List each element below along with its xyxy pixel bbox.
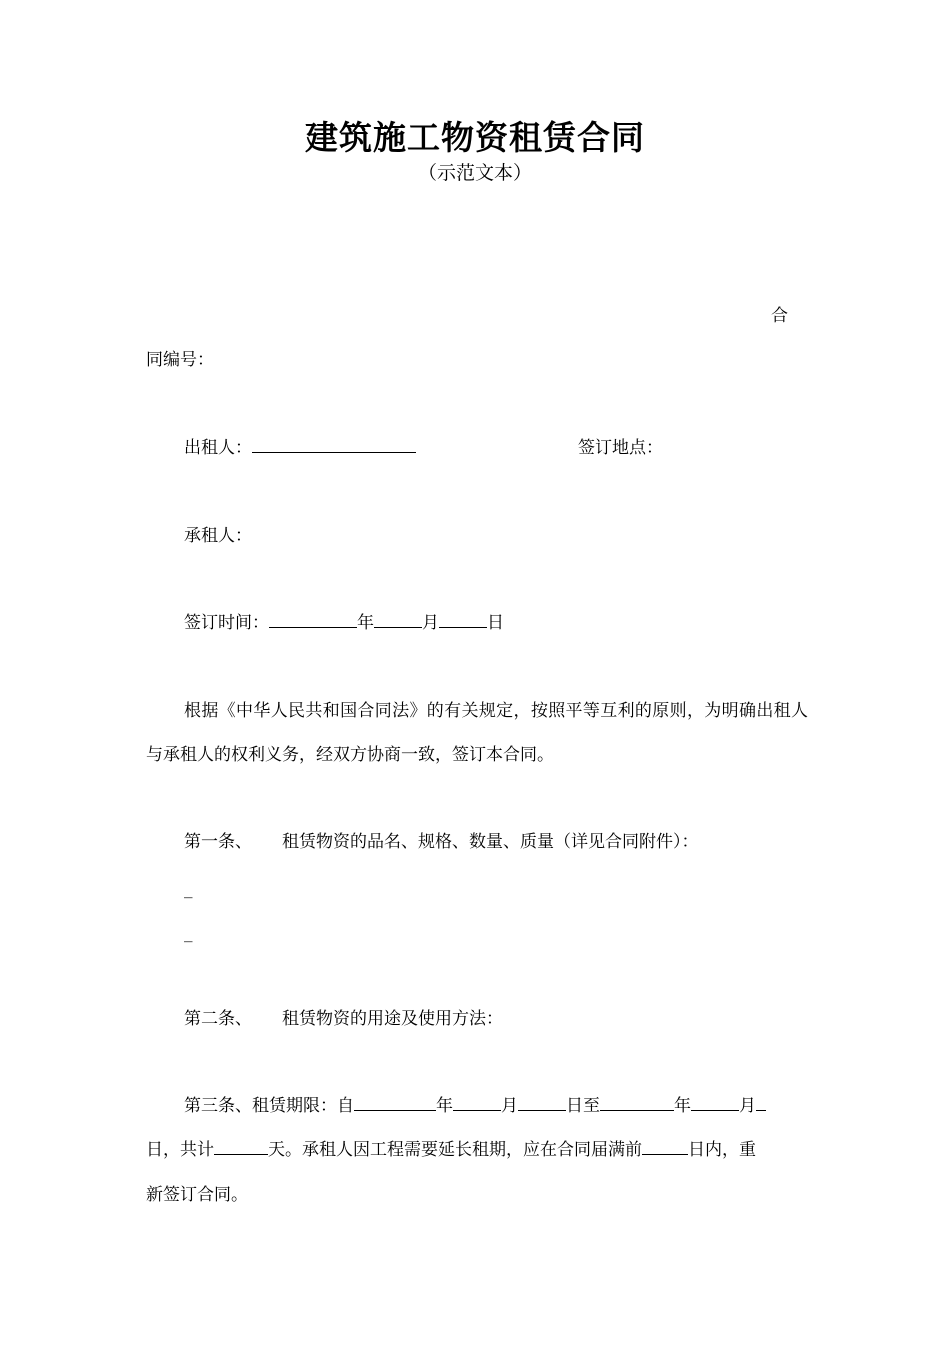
article-1-blank-1[interactable]: _ (184, 879, 193, 899)
article-3-line-1 (184, 1094, 766, 1118)
article-2-number: 第二条、 (184, 1009, 252, 1029)
article-3-label: 第三条、租赁期限：自 (184, 1096, 354, 1116)
article-3-total: 日，共计 (146, 1140, 214, 1160)
end-year-blank[interactable] (600, 1094, 674, 1111)
month-label: 月 (422, 613, 439, 633)
sign-time-label: 签订时间： (184, 613, 269, 633)
total-days-blank[interactable] (214, 1138, 268, 1155)
day-label: 日 (487, 613, 504, 633)
end-month-blank[interactable] (691, 1094, 739, 1111)
article-3-days: 天。承租人因工程需要延长租期，应在合同届满前 (268, 1140, 642, 1160)
article-3-line-2 (146, 1138, 756, 1162)
article-2 (184, 1007, 503, 1031)
start-month-blank[interactable] (453, 1094, 501, 1111)
preamble-paragraph: 根据《中华人民共和国合同法》的有关规定，按照平等互利的原则，为明确出租人与承租人的权利义务，经双方协商一致，签订本合同。 (146, 701, 808, 765)
year-label: 年 (436, 1096, 453, 1116)
sign-day-blank[interactable] (439, 611, 487, 628)
article-1-blank-2[interactable]: _ (184, 923, 193, 943)
extension-days-blank[interactable] (642, 1138, 688, 1155)
article-2-text: 租赁物资的用途及使用方法： (282, 1009, 503, 1029)
article-3-end: 新签订合同。 (146, 1185, 248, 1205)
article-1-text: 租赁物资的品名、规格、数量、质量（详见合同附件）： (282, 832, 699, 852)
start-year-blank[interactable] (354, 1094, 436, 1111)
month-label: 月 (739, 1096, 756, 1116)
contract-no-label: 同编号： (146, 350, 214, 370)
contract-no-prefix: 合 (771, 306, 788, 326)
start-day-blank[interactable] (518, 1094, 566, 1111)
lessor-label: 出租人： (184, 438, 252, 458)
sign-year-blank[interactable] (269, 611, 357, 628)
article-1 (184, 830, 699, 854)
sign-place-label: 签订地点： (578, 438, 663, 458)
month-label: 月 (501, 1096, 518, 1116)
sign-month-blank[interactable] (374, 611, 422, 628)
end-day-blank[interactable] (756, 1094, 766, 1111)
year-label: 年 (674, 1096, 691, 1116)
article-3-within: 日内，重 (688, 1140, 756, 1160)
document-subtitle: （示范文本） (417, 162, 532, 184)
article-1-number: 第一条、 (184, 832, 252, 852)
lessor-line (184, 436, 416, 460)
lessor-blank[interactable] (252, 436, 416, 453)
document-title: 建筑施工物资租赁合同 (305, 118, 645, 157)
article-3-to: 日至 (566, 1096, 600, 1116)
lessee-label: 承租人： (184, 526, 252, 546)
sign-time-line (184, 611, 504, 635)
year-label: 年 (357, 613, 374, 633)
